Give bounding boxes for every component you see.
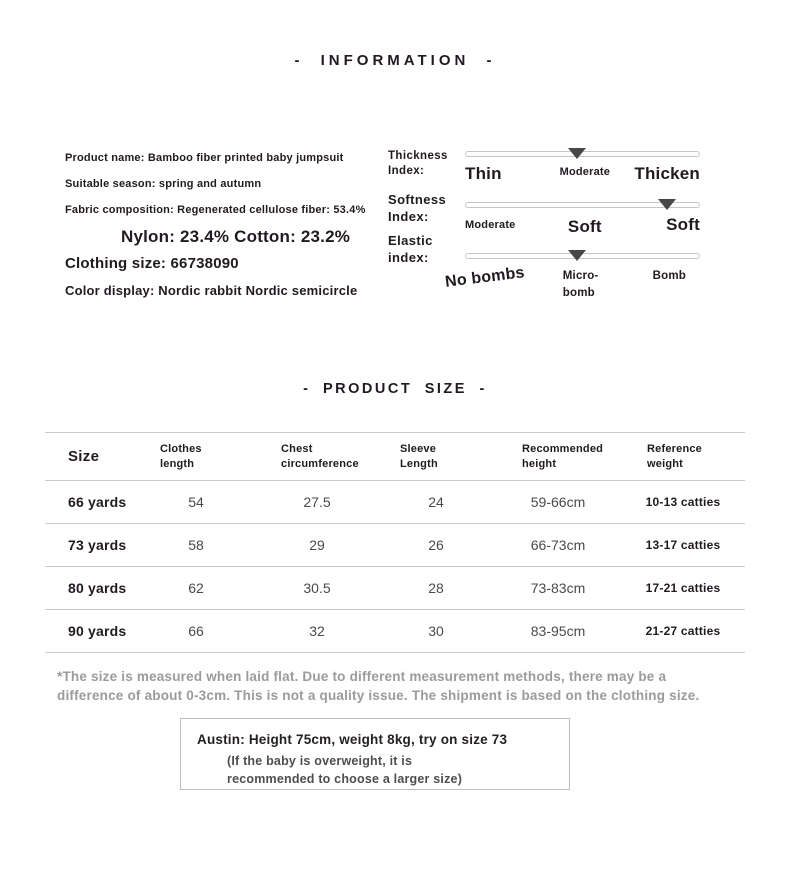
chest-cell: 32 (309, 623, 325, 639)
softness-option-moderate: Moderate (465, 219, 516, 231)
weight-cell: 13-17 catties (645, 538, 721, 552)
col-header-chest-circumference: Chest circumference (281, 442, 359, 470)
color-display-text: Color display: Nordic rabbit Nordic semicircle (65, 283, 358, 298)
col-header-reference-weight: Reference weight (647, 442, 702, 470)
size-cell: 80 yards (68, 580, 127, 596)
softness-option-soft-high: Soft (666, 215, 700, 234)
thickness-option-thin: Thin (465, 164, 502, 183)
elastic-options (444, 264, 700, 302)
sleeve-cell: 26 (428, 537, 444, 553)
sleeve-cell: 28 (428, 580, 444, 596)
thickness-index-label: Thickness Index: (388, 150, 448, 177)
fit-note-line2: (If the baby is overweight, it is (227, 754, 413, 768)
elastic-option-micro-bomb: Micro-bomb (562, 270, 599, 299)
thickness-option-moderate: Moderate (559, 166, 611, 178)
height-cell: 66-73cm (530, 537, 586, 553)
fabric-composition-text: Fabric composition: Regenerated cellulose fiber: 53.4% (65, 204, 366, 216)
elastic-index-label: Elastic index: (388, 233, 433, 265)
chest-cell: 29 (309, 537, 325, 553)
measurement-disclaimer: *The size is measured when laid flat. Due to different measurement methods, there may be a difference of about 0-3cm. This is not a quality issue. The shipment is based on the clothing size. (57, 669, 700, 704)
col-header-sleeve-length: Sleeve Length (400, 442, 438, 470)
height-cell: 83-95cm (530, 623, 586, 639)
softness-index-label: Softness Index: (388, 192, 447, 224)
size-cell: 66 yards (68, 494, 127, 510)
softness-marker-icon (658, 199, 676, 210)
length-cell: 54 (188, 494, 204, 510)
length-cell: 66 (188, 623, 204, 639)
elastic-option-bomb: Bomb (652, 270, 686, 282)
col-header-size: Size (68, 448, 100, 465)
model-fit-note-box (180, 718, 570, 790)
table-row (45, 481, 745, 524)
table-row (45, 610, 745, 653)
size-chart-table (45, 432, 745, 653)
fabric-percentages-text: Nylon: 23.4% Cotton: 23.2% (121, 227, 351, 246)
thickness-slider-track (465, 151, 700, 157)
weight-cell: 21-27 catties (645, 624, 721, 638)
weight-cell: 10-13 catties (645, 495, 721, 509)
elastic-slider (444, 232, 700, 302)
information-section-header: - INFORMATION - (294, 52, 496, 69)
table-row (45, 567, 745, 610)
sleeve-cell: 30 (428, 623, 444, 639)
clothing-size-text: Clothing size: 66738090 (65, 255, 239, 272)
elastic-marker-icon (568, 250, 586, 261)
size-table-header-row (45, 433, 745, 481)
chest-cell: 30.5 (303, 580, 331, 596)
thickness-marker-icon (568, 148, 586, 159)
overweight-recommendation (227, 752, 555, 788)
length-cell: 58 (188, 537, 204, 553)
sleeve-cell: 24 (428, 494, 444, 510)
thickness-option-thicken: Thicken (634, 164, 700, 183)
product-size-section-header: - PRODUCT SIZE - (303, 381, 487, 397)
elastic-option-no-bombs: No bombs (444, 264, 526, 291)
fit-note-line3: recommended to choose a larger size) (227, 772, 463, 787)
height-cell: 59-66cm (530, 494, 586, 510)
model-fit-line: Austin: Height 75cm, weight 8kg, try on size 73 (197, 732, 508, 747)
suitable-season-text: Suitable season: spring and autumn (65, 178, 262, 190)
table-row (45, 524, 745, 567)
height-cell: 73-83cm (530, 580, 586, 596)
weight-cell: 17-21 catties (645, 581, 721, 595)
size-cell: 73 yards (68, 537, 127, 553)
softness-slider-track (465, 202, 700, 208)
product-name-text: Product name: Bamboo fiber printed baby jumpsuit (65, 152, 344, 164)
elastic-index-row (388, 232, 700, 302)
col-header-clothes-length: Clothes length (160, 442, 202, 470)
col-header-recommended-height: Recommended height (522, 442, 604, 470)
chest-cell: 27.5 (303, 494, 331, 510)
elastic-slider-track (465, 253, 700, 259)
length-cell: 62 (188, 580, 204, 596)
softness-option-soft-mid: Soft (567, 217, 602, 236)
size-cell: 90 yards (68, 623, 127, 639)
